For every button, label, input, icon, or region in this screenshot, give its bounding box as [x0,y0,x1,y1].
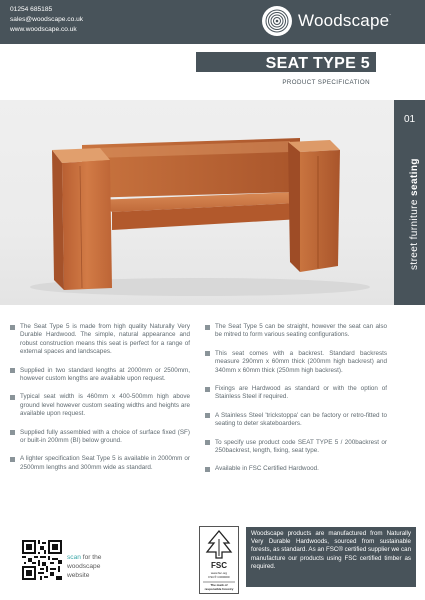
fsc-logo [199,526,239,594]
contact-email[interactable]: sales@woodscape.co.uk [10,16,84,23]
list-item [10,429,190,446]
spec-column-right [205,323,387,484]
product-photo [0,100,394,305]
bullet-text: Available in FSC Certified Hardwood. [215,465,319,473]
list-item [205,385,387,402]
square-bullet-icon [205,440,210,445]
scan-line-1 [67,553,101,562]
bullet-text: Supplied in two standard lengths at 2000mm or 2500mm, however custom lengths are available upon request. [20,366,190,383]
square-bullet-icon [10,457,15,462]
bullet-text: To specify use product code SEAT TYPE 5 / 200backrest or 250backrest, length, fixing, seat type. [215,438,387,455]
fsc-logo-text: FSC [211,561,227,570]
list-item [10,323,190,357]
fsc-logo-tagline-2: responsible forestry [204,587,234,591]
list-item [10,393,190,418]
spec-column-left [10,323,190,482]
square-bullet-icon [205,387,210,392]
scan-caption [67,553,101,580]
scan-line-2: woodscape [67,563,101,570]
category-label [409,158,420,270]
square-bullet-icon [205,325,210,330]
bench-illustration [0,100,394,305]
bullet-text: Supplied fully assembled with a choice of surface fixed (SF) or built-in 200mm (BI) below ground. [20,428,190,445]
list-item [10,367,190,384]
square-bullet-icon [10,325,15,330]
bullet-text: Fixings are Hardwood as standard or with the option of Stainless Steel if required. [215,385,387,401]
list-item [205,323,387,340]
qr-code-icon[interactable] [22,540,62,580]
brand-mark: . [389,11,392,17]
page-subtitle: PRODUCT SPECIFICATION [282,79,370,86]
header-bar [0,0,425,44]
bullet-text: A lighter specification Seat Type 5 is available in 2000mm or 2500mm lengths and 300mm wide as standard. [20,455,190,471]
scan-line-3: website [67,572,90,579]
square-bullet-icon [10,368,15,373]
scan-rest: for the [80,554,102,561]
contact-phone: 01254 685185 [10,6,53,13]
contact-info [10,5,83,35]
list-item [205,350,387,375]
category-sidebar [394,100,425,305]
bullet-text: A Stainless Steel 'trickstoppa' can be factory or retro-fitted to seating to deter skateboarders. [215,411,387,428]
list-item [205,439,387,456]
category-label-light: street furniture [409,195,420,270]
contact-website[interactable]: www.woodscape.co.uk [10,26,77,33]
square-bullet-icon [205,467,210,472]
fsc-logo-tagline-1: The mark of [210,583,228,587]
fsc-tree-icon [200,527,238,593]
section-number: 01 [403,114,416,125]
logo-wordmark [298,11,391,31]
bullet-text: The Seat Type 5 can be straight, however the seat can also be mitred to form various seating configurations. [215,323,387,339]
tree-rings-icon [262,6,292,36]
woodscape-logo[interactable] [262,6,391,36]
list-item [205,412,387,429]
bullet-text: Typical seat width is 460mm x 400-500mm high above ground level however custom seating widths and heights are available upon request. [20,393,190,418]
brand-name: Woodscape [298,11,390,30]
bullet-text: This seat comes with a backrest. Standard backrests measure 290mm x 60mm thick (200mm high backrest) and 340mm x 60mm thick (250mm high backrest). [215,349,387,374]
title-area [0,44,394,94]
fsc-statement: Woodscape products are manufactured from Naturally Very Durable Hardwoods, sourced from sustainable forests, as standard. As an FSC® certified supplier we can manufacture our products using FSC certified timber as required. [246,527,416,587]
fsc-logo-code: FSC® C000000 [208,575,230,579]
square-bullet-icon [205,351,210,356]
list-item [10,455,190,472]
page-title: SEAT TYPE 5 [265,55,370,72]
scan-word: scan [67,554,81,561]
square-bullet-icon [10,395,15,400]
category-label-bold: seating [409,158,420,196]
fsc-logo-url: www.fsc.org [210,571,228,575]
square-bullet-icon [205,413,210,418]
square-bullet-icon [10,430,15,435]
list-item [205,465,387,473]
bullet-text: The Seat Type 5 is made from high quality Naturally Very Durable Hardwood. The simple, natural appearance and robust construction means this seat is perfect for a range of external spaces and landscapes. [20,323,190,356]
